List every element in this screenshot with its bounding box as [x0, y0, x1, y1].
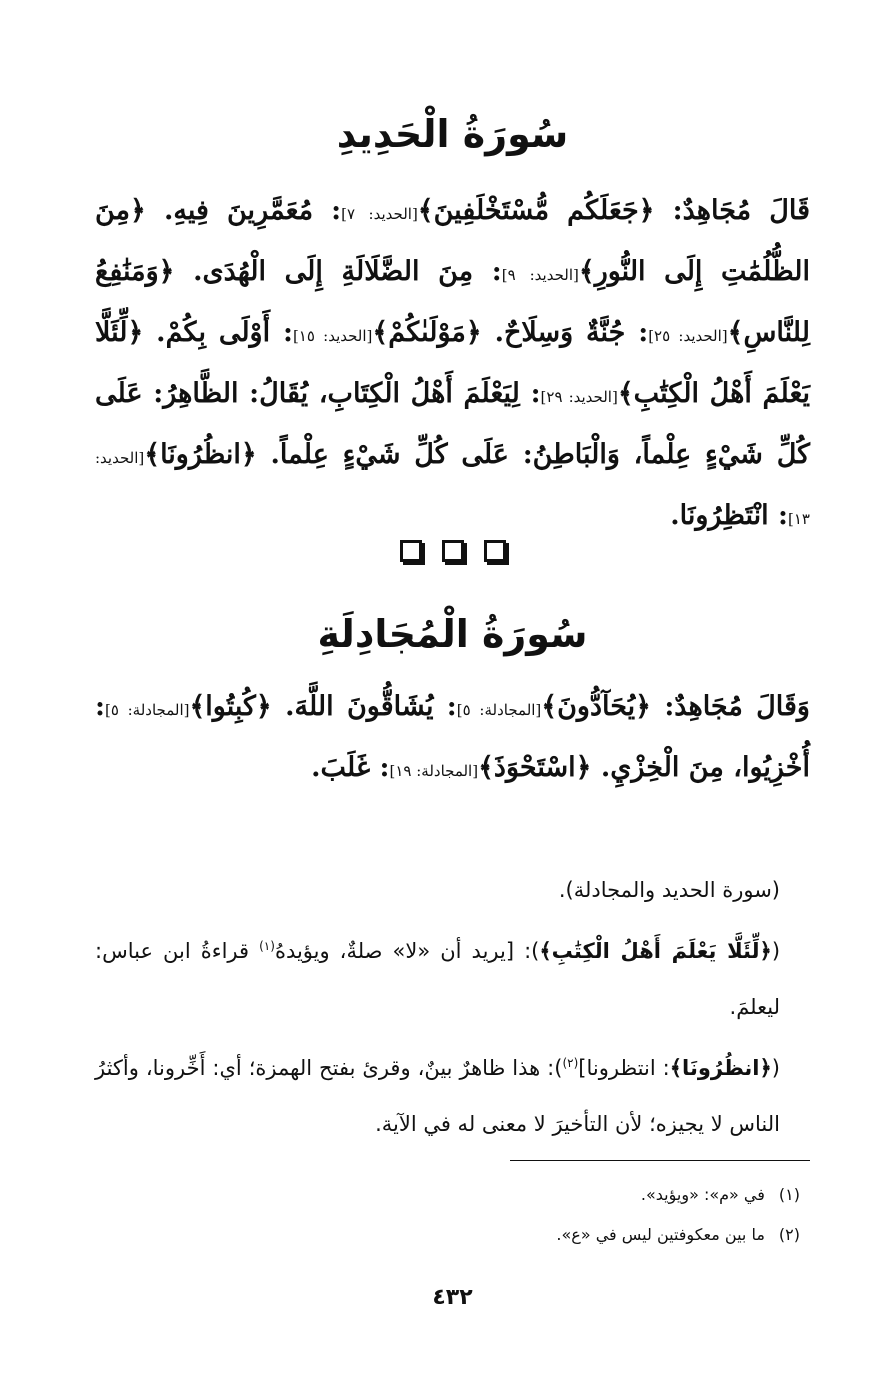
verse-reference: [المجادلة: ٥]	[104, 701, 190, 719]
commentary-paragraph	[95, 918, 810, 1035]
text-segment: : أَوْلَى بِكُمْ.	[143, 317, 293, 348]
section-divider	[95, 540, 810, 566]
footnotes	[95, 1175, 810, 1255]
surah-hadid-text	[95, 182, 810, 548]
text-segment: قراءةُ ابن عباس: ليعلمَ.	[95, 939, 780, 1019]
verse-reference: [الحديد: ١٣]	[95, 449, 810, 528]
verse-reference: [المجادلة: ٥]	[456, 701, 542, 719]
footnote-text: ما بين معكوفتين ليس في «ع».	[556, 1225, 765, 1244]
page-number: ٤٣٢	[432, 1285, 473, 1310]
text-segment: : مُعَمَّرِينَ فِيهِ.	[145, 195, 342, 226]
text-segment: وَقَالَ مُجَاهِدٌ:	[650, 691, 810, 722]
text-segment: (	[771, 939, 781, 963]
footnote-marker: (١)	[259, 939, 275, 953]
surah-title-mujadala: سُورَةُ الْمُجَادِلَةِ	[317, 612, 588, 656]
commentary-section	[95, 862, 810, 1152]
text-segment: : جُنَّةٌ وَسِلَاحٌ.	[481, 317, 649, 348]
footnote-number: (١)	[778, 1185, 800, 1204]
divider-square-icon	[442, 540, 464, 562]
surah-mujadala-text	[95, 678, 810, 800]
quran-quote: ﴿وَمَنَٰفِعُ لِلنَّاسِ﴾	[95, 256, 810, 348]
text-segment: : يُشَاقُّونَ اللَّهَ.	[271, 691, 457, 722]
quran-quote: ﴿انظُرُونَا﴾	[669, 1056, 772, 1080]
footnote	[95, 1215, 810, 1255]
quran-quote: ﴿مَوْلَىٰكُمْ﴾	[372, 317, 482, 348]
divider-square-icon	[400, 540, 422, 562]
footnote-text: في «م»: «ويؤيد».	[640, 1185, 765, 1204]
quran-quote: ﴿اسْتَحْوَذَ﴾	[478, 752, 592, 783]
text-segment: (	[771, 1056, 780, 1080]
text-segment: : انْتَظِرُونَا.	[670, 500, 789, 531]
quran-quote: ﴿كُبِتُوا﴾	[189, 691, 272, 722]
quran-quote: ﴿جَعَلَكُم مُّسْتَخْلَفِينَ﴾	[417, 195, 655, 226]
commentary-heading: (سورة الحديد والمجادلة).	[558, 878, 780, 902]
text-segment: ): [يريد أن «لا» صلةٌ، ويؤيدهُ	[274, 939, 540, 963]
footnote-marker: (٢)	[562, 1056, 579, 1070]
text-segment: ): هذا ظاهرٌ بينٌ، وقرئ بفتح الهمزة؛ أي: أَخِّرونا، وأكثرُ الناس لا يجيزه؛ لأن التأخيرَ لا معنى له في الآية.	[95, 1056, 780, 1136]
verse-reference: [الحديد: ٢٩]	[540, 388, 618, 406]
text-segment: : غَلَبَ.	[311, 752, 390, 783]
quran-quote: ﴿يُحَآدُّونَ﴾	[541, 691, 651, 722]
text-segment: : انتظرونا]	[578, 1056, 670, 1080]
verse-reference: [الحديد: ٢٥]	[648, 327, 728, 345]
verse-reference: [الحديد: ٩]	[501, 266, 579, 284]
quran-quote: ﴿انظُرُونَا﴾	[144, 439, 257, 470]
text-segment: : لِيَعْلَمَ أَهْلُ الْكِتَابِ، يُقَالُ: الظَّاهِرُ: عَلَى كُلِّ شَيْءٍ عِلْماً، وَالْبَاطِنُ: عَلَى كُلِّ شَيْءٍ عِلْماً.	[95, 378, 810, 470]
text-segment: قَالَ مُجَاهِدٌ:	[654, 195, 810, 226]
footnote	[95, 1175, 810, 1215]
quran-quote: ﴿مِنَ الظُّلُمَٰتِ إِلَى النُّورِ﴾	[95, 195, 810, 287]
quran-quote: ﴿لِّئَلَّا يَعْلَمَ أَهْلُ الْكِتَٰبِ﴾	[95, 317, 810, 409]
surah-title-hadid: سُورَةُ الْحَدِيدِ	[336, 112, 569, 156]
quran-quote: ﴿لِّئَلَّا يَعْلَمَ أَهْلُ الْكِتَٰبِ﴾	[539, 939, 772, 963]
footnote-separator	[510, 1160, 810, 1161]
footnote-number: (٢)	[778, 1225, 800, 1244]
text-segment: : أُخْزِيُوا، مِنَ الْخِزْيِ.	[95, 691, 810, 783]
verse-reference: [الحديد: ١٥]	[292, 327, 373, 345]
divider-square-icon	[484, 540, 506, 562]
text-segment: : مِنَ الضَّلَالَةِ إِلَى الْهُدَى.	[174, 256, 502, 287]
verse-reference: [الحديد: ٧]	[341, 205, 418, 223]
commentary-paragraph	[95, 1035, 810, 1152]
verse-reference: [المجادلة: ١٩]	[389, 762, 479, 780]
book-page	[95, 0, 810, 1377]
